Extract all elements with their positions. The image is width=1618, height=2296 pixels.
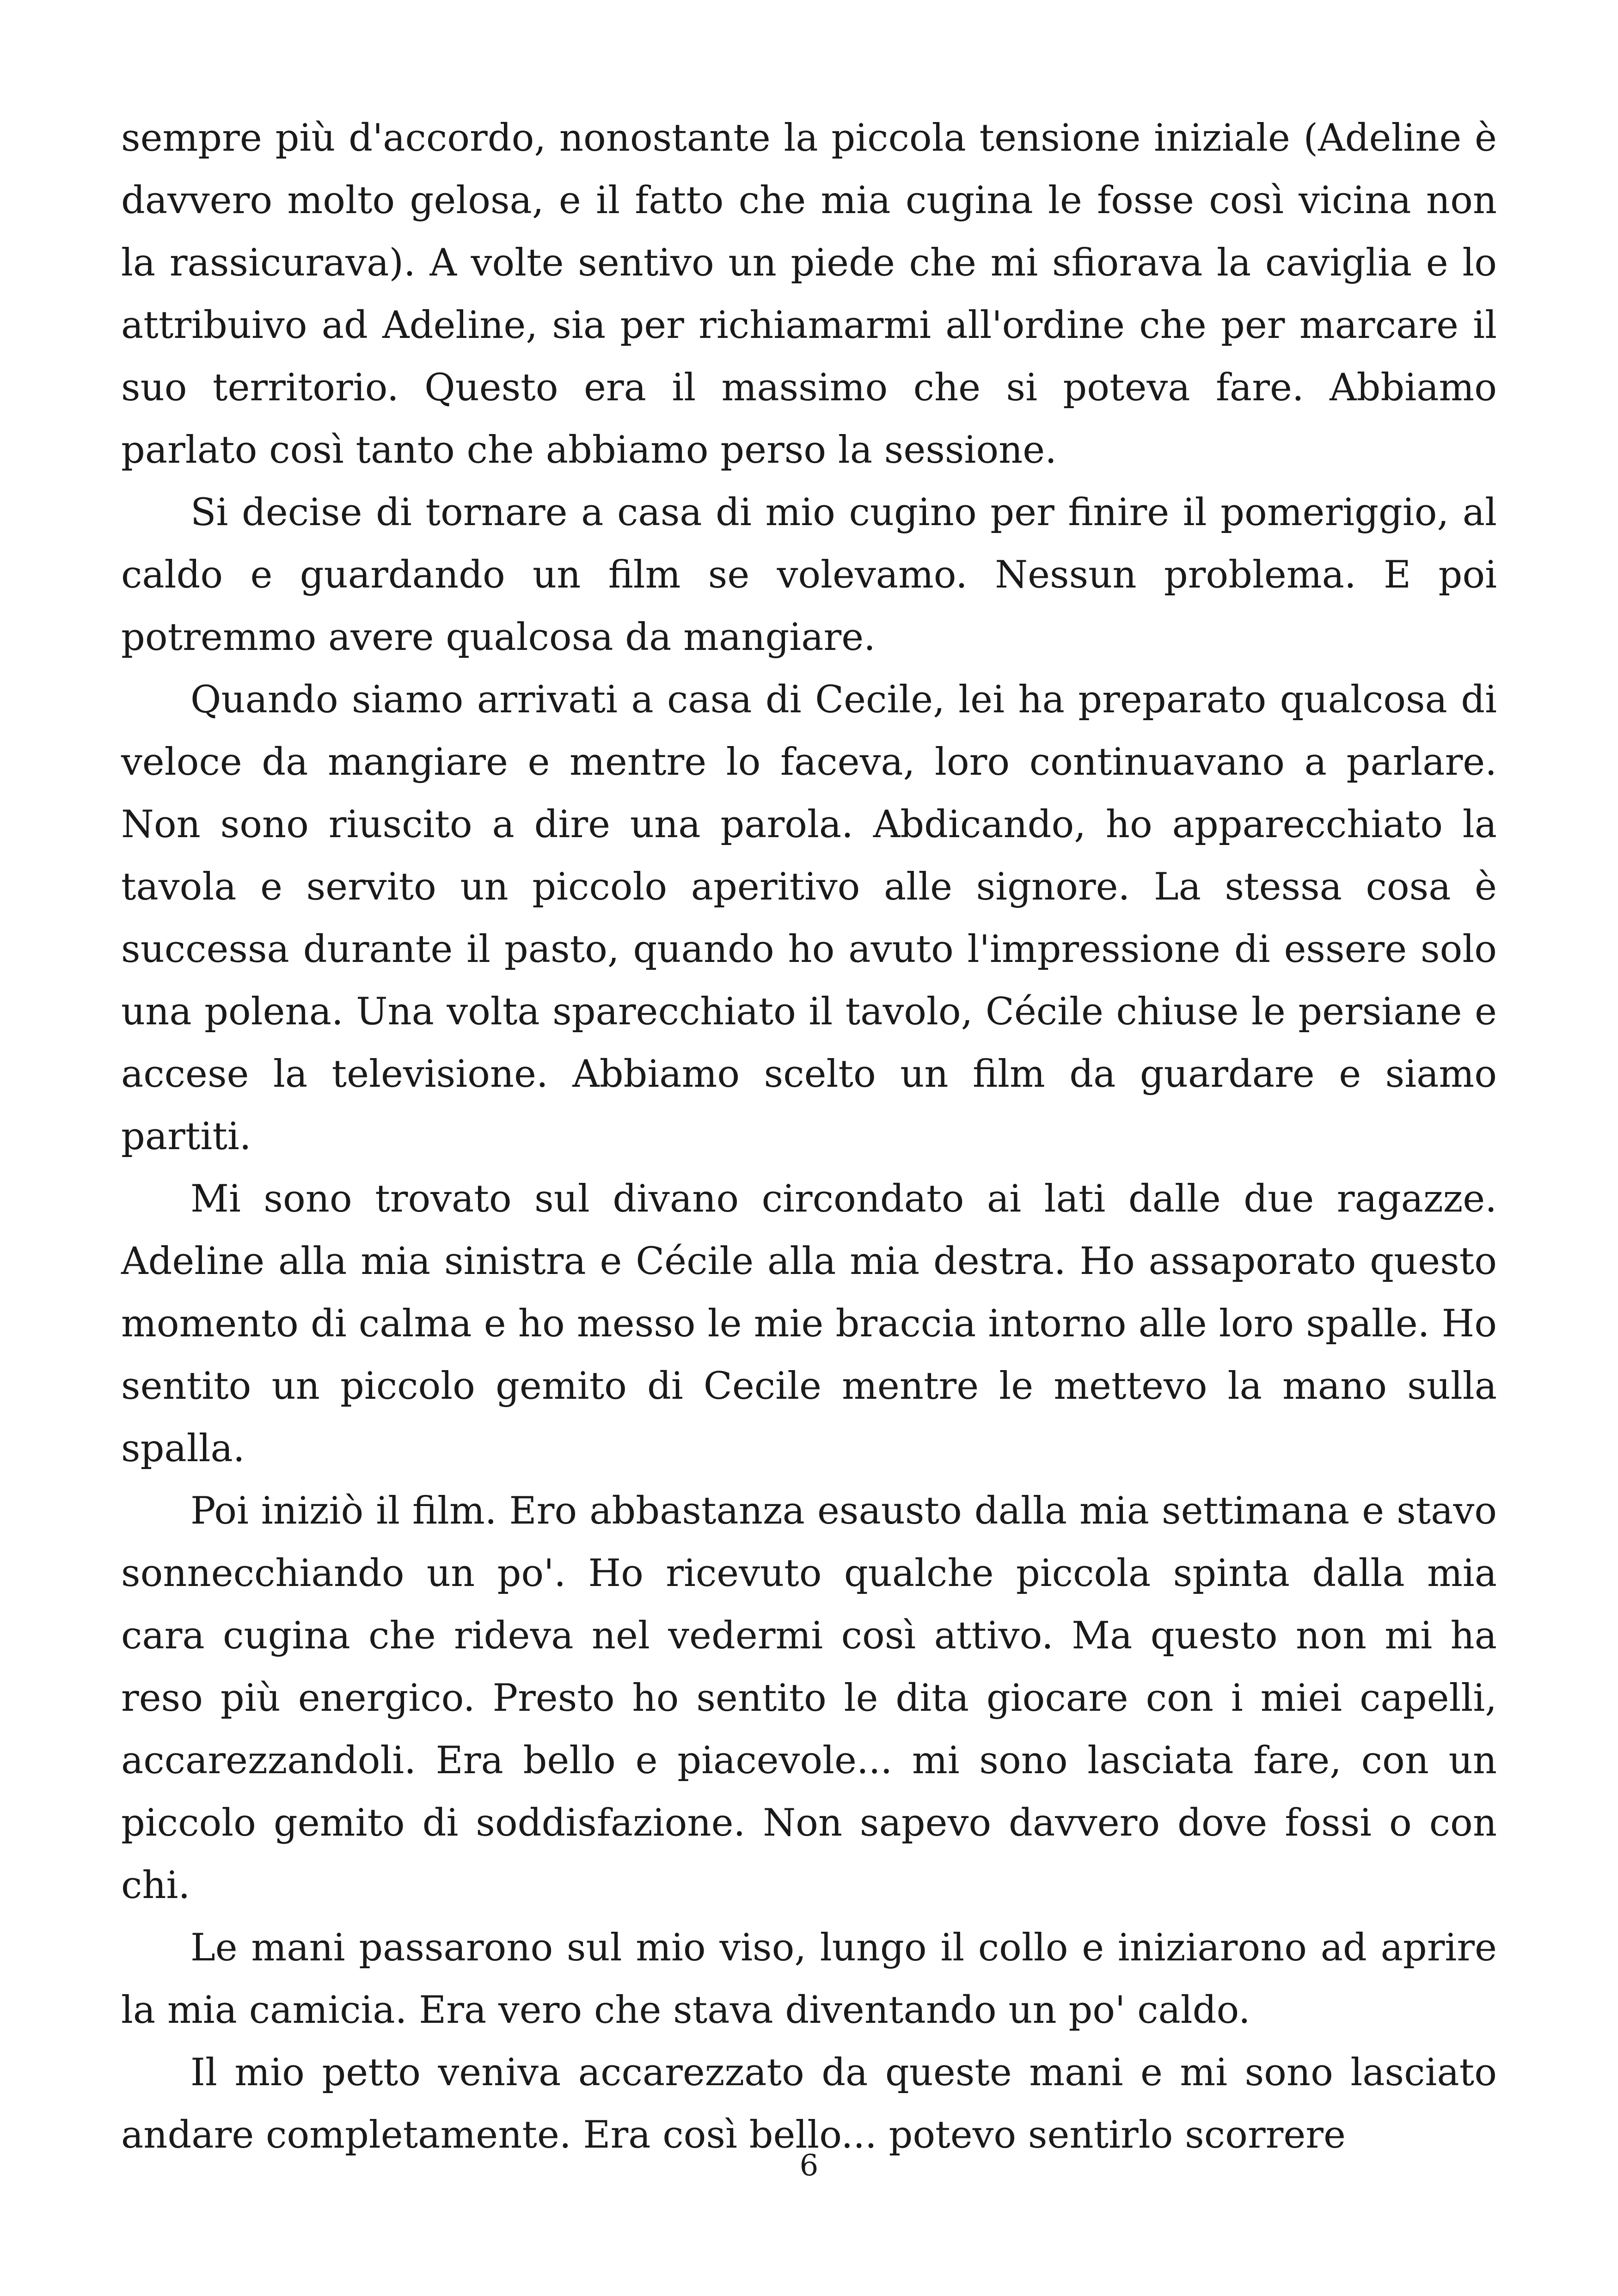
page-number: 6 bbox=[799, 2149, 819, 2183]
paragraph-1: sempre più d'accordo, nonostante la piccola tensione iniziale (Adeline è davvero molto gelosa, e il fatto che mia cugina le fosse così vicina non la rassicurava). A volte sentivo un piede che mi sfiorava la caviglia e lo attribuivo ad Adeline, sia per richiamarmi all'ordine che per marcare il suo territorio. Questo era il massimo che si poteva fare. Abbiamo parlato così tanto che abbiamo perso la sessione. bbox=[121, 116, 1497, 472]
paragraph-5: Poi iniziò il film. Ero abbastanza esausto dalla mia settimana e stavo sonnecchiando un po'. Ho ricevuto qualche piccola spinta dalla mia cara cugina che rideva nel vedermi così attivo. Ma questo non mi ha reso più energico. Presto ho sentito le dita giocare con i miei capelli, accarezzandoli. Era bello e piacevole... mi sono lasciata fare, con un piccolo gemito di soddisfazione. Non sapevo davvero dove fossi o con chi. bbox=[121, 1489, 1497, 1907]
body-text bbox=[121, 107, 1497, 2167]
paragraph-3: Quando siamo arrivati a casa di Cecile, lei ha preparato qualcosa di veloce da mangiare e mentre lo faceva, loro continuavano a parlare. Non sono riuscito a dire una parola. Abdicando, ho apparecchiato la tavola e servito un piccolo aperitivo alle signore. La stessa cosa è successa durante il pasto, quando ho avuto l'impressione di essere solo una polena. Una volta sparecchiato il tavolo, Cécile chiuse le persiane e accese la televisione. Abbiamo scelto un film da guardare e siamo partiti. bbox=[121, 678, 1497, 1158]
paragraph-2: Si decise di tornare a casa di mio cugino per finire il pomeriggio, al caldo e guardando un film se volevamo. Nessun problema. E poi potremmo avere qualcosa da mangiare. bbox=[121, 491, 1497, 659]
paragraph-4: Mi sono trovato sul divano circondato ai lati dalle due ragazze. Adeline alla mia sinistra e Cécile alla mia destra. Ho assaporato questo momento di calma e ho messo le mie braccia intorno alle loro spalle. Ho sentito un piccolo gemito di Cecile mentre le mettevo la mano sulla spalla. bbox=[121, 1177, 1497, 1470]
paragraph-7: Il mio petto veniva accarezzato da queste mani e mi sono lasciato andare completamente. Era così bello... potevo sentirlo scorrere bbox=[121, 2051, 1497, 2157]
paragraph-6: Le mani passarono sul mio viso, lungo il collo e iniziarono ad aprire la mia camicia. Era vero che stava diventando un po' caldo. bbox=[121, 1926, 1497, 2032]
